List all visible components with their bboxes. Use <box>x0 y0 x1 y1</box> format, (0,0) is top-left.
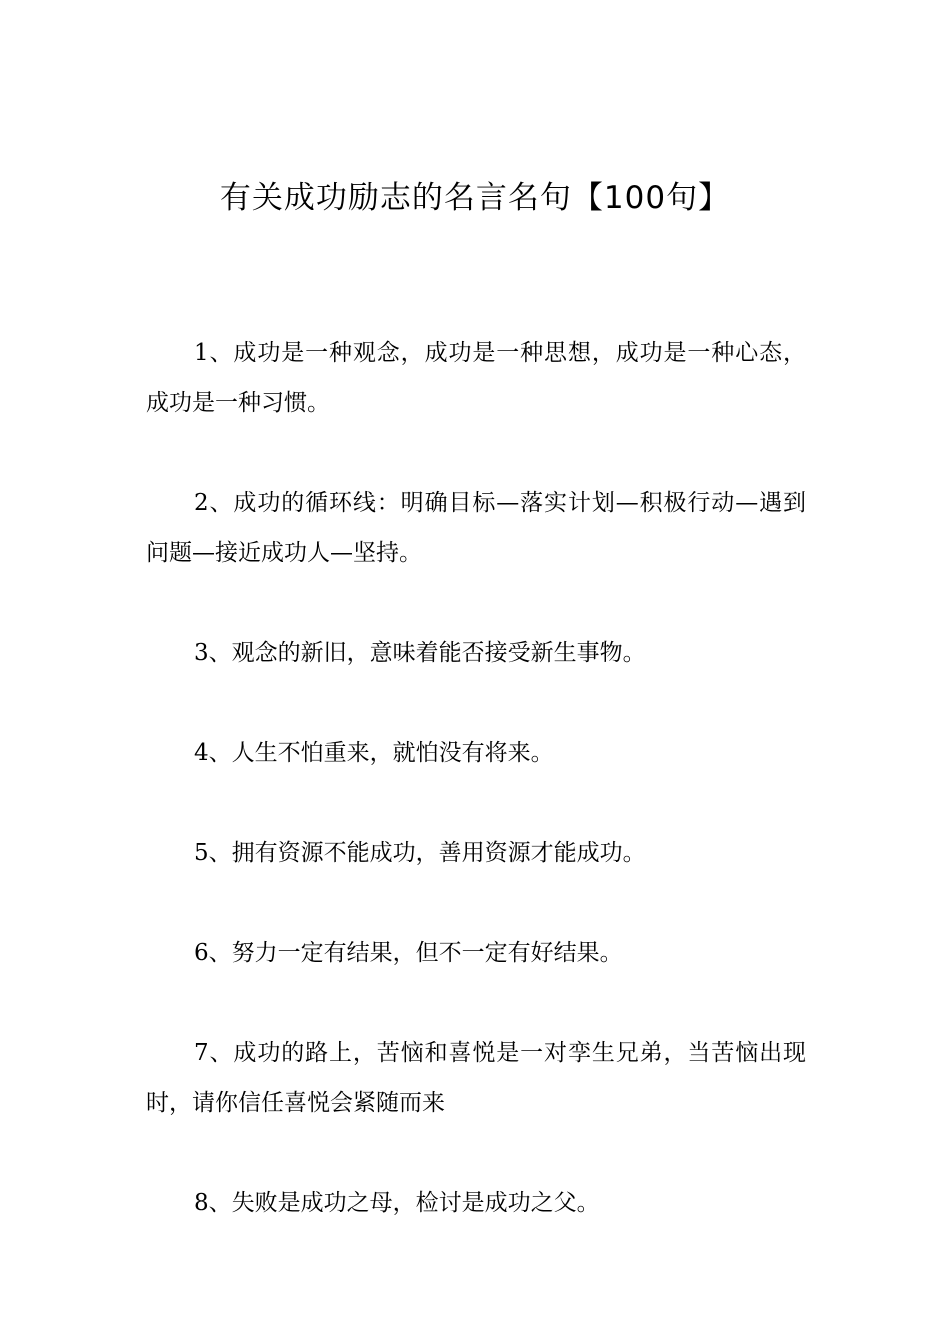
quote-paragraph-2: 2、成功的循环线：明确目标—落实计划—积极行动—遇到问题—接近成功人—坚持。 <box>146 490 806 566</box>
document-title: 有关成功励志的名言名句【100句】 <box>219 180 731 216</box>
quote-paragraph-6: 6、努力一定有结果，但不一定有好结果。 <box>194 940 623 966</box>
quote-paragraph-1: 1、成功是一种观念，成功是一种思想，成功是一种心态，成功是一种习惯。 <box>146 340 806 416</box>
quote-paragraph-5: 5、拥有资源不能成功，善用资源才能成功。 <box>194 840 646 866</box>
quote-paragraph-7: 7、成功的路上，苦恼和喜悦是一对孪生兄弟，当苦恼出现时，请你信任喜悦会紧随而来 <box>146 1040 806 1116</box>
quote-paragraph-4: 4、人生不怕重来，就怕没有将来。 <box>194 740 554 766</box>
document-body <box>146 328 806 1278</box>
quote-paragraph-8: 8、失败是成功之母，检讨是成功之父。 <box>194 1190 600 1216</box>
quote-paragraph-3: 3、观念的新旧，意味着能否接受新生事物。 <box>194 640 646 666</box>
